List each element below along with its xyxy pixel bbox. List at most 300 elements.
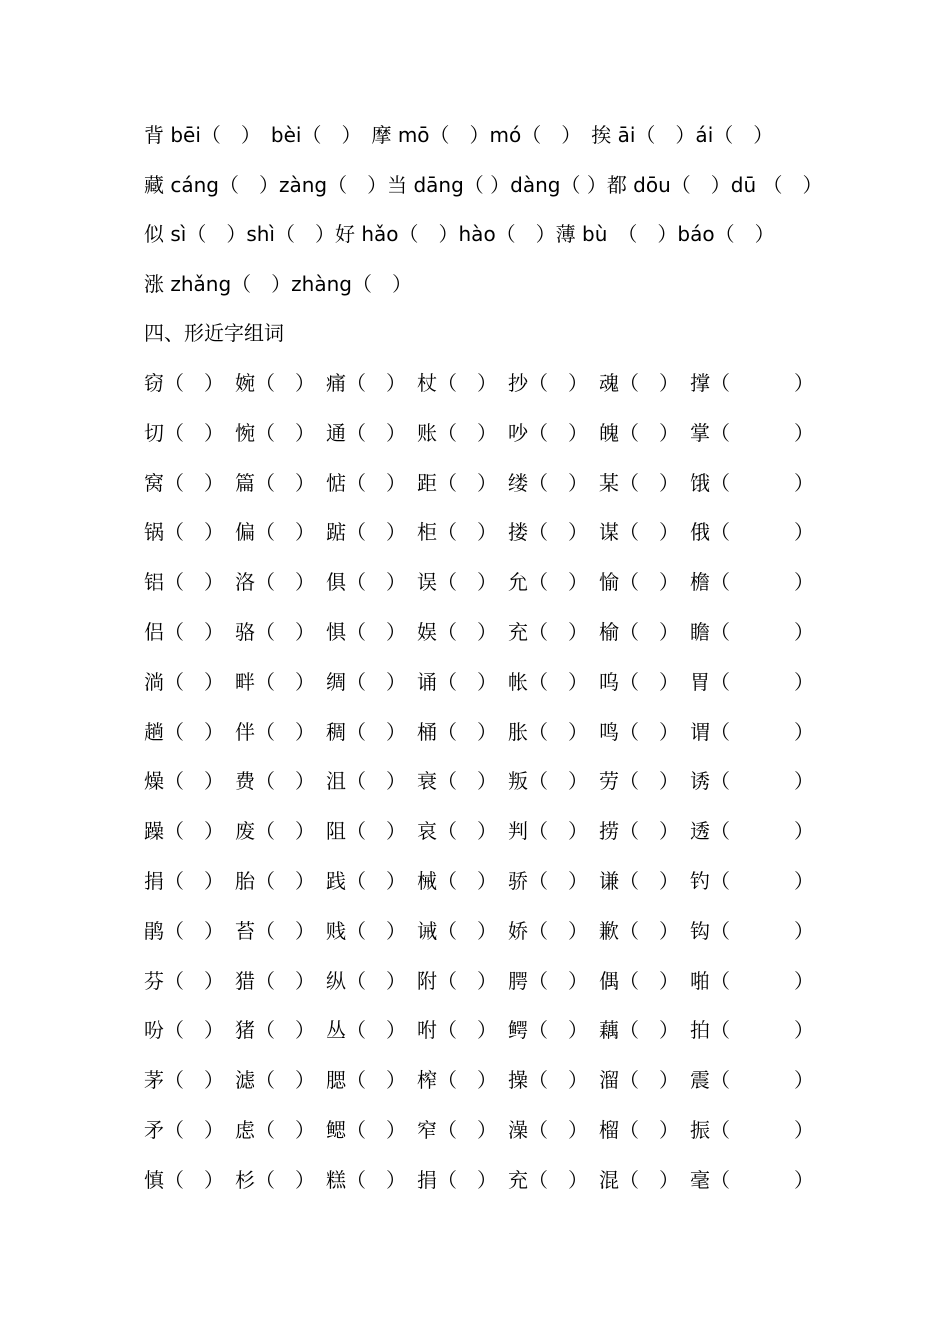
blank-space[interactable] [366, 919, 386, 943]
character: 误 [417, 570, 437, 595]
open-paren: （ [710, 868, 730, 893]
close-paren: ） [794, 470, 814, 495]
close-paren: ） [794, 570, 814, 595]
open-paren: （ [619, 470, 639, 495]
character: 切 [144, 420, 164, 445]
open-paren: （ [164, 520, 184, 545]
character: 某 [599, 470, 619, 495]
word-blank [508, 468, 588, 498]
open-paren: （ [255, 520, 275, 545]
blank-space[interactable] [639, 371, 659, 395]
blank-space[interactable] [184, 969, 204, 993]
close-paren: ） [477, 918, 497, 943]
close-paren: ） [794, 669, 814, 694]
word-blank [599, 368, 679, 398]
blank-space[interactable] [457, 1018, 477, 1042]
blank-space[interactable] [639, 869, 659, 893]
close-paren: ） [568, 570, 588, 595]
open-paren: （ [710, 420, 730, 445]
grid-row [144, 1015, 814, 1065]
open-paren: （ [164, 719, 184, 744]
character: 瞻 [690, 619, 710, 644]
close-paren: ） [659, 918, 679, 943]
blank-space[interactable] [184, 1168, 204, 1192]
blank-space[interactable] [366, 1168, 386, 1192]
pinyin-line-3: 似 sì（ ）shì（ ）好 hǎo（ ）hào（ ）薄 bù （ ）báo（ ） [144, 222, 775, 246]
open-paren: （ [528, 420, 548, 445]
character: 鳄 [508, 1018, 528, 1043]
blank-space[interactable] [184, 670, 204, 694]
open-paren: （ [346, 918, 366, 943]
blank-space[interactable] [639, 520, 659, 544]
word-blank [690, 816, 814, 846]
blank-space[interactable] [366, 869, 386, 893]
open-paren: （ [619, 1018, 639, 1043]
blank-space[interactable] [275, 570, 295, 594]
blank-space[interactable] [457, 371, 477, 395]
blank-space[interactable] [184, 620, 204, 644]
blank-space[interactable] [184, 919, 204, 943]
blank-space[interactable] [184, 570, 204, 594]
blank-space[interactable] [639, 1118, 659, 1142]
blank-space[interactable] [548, 471, 568, 495]
character: 惦 [326, 470, 346, 495]
character: 歉 [599, 918, 619, 943]
blank-space[interactable] [184, 819, 204, 843]
open-paren: （ [619, 420, 639, 445]
word-blank [326, 517, 406, 547]
blank-space[interactable] [275, 769, 295, 793]
open-paren: （ [164, 968, 184, 993]
blank-space[interactable] [275, 520, 295, 544]
word-blank [144, 1015, 224, 1045]
blank-space[interactable] [184, 720, 204, 744]
close-paren: ） [204, 1167, 224, 1192]
open-paren: （ [164, 470, 184, 495]
word-blank [417, 1015, 497, 1045]
character: 距 [417, 470, 437, 495]
character: 吩 [144, 1018, 164, 1043]
character: 诱 [690, 769, 710, 794]
blank-space[interactable] [548, 421, 568, 445]
word-blank [599, 667, 679, 697]
open-paren: （ [164, 1167, 184, 1192]
word-blank [144, 468, 224, 498]
blank-space[interactable] [457, 471, 477, 495]
word-blank [235, 567, 315, 597]
section-heading: 四、形近字组词 [144, 321, 284, 345]
word-blank [144, 567, 224, 597]
blank-space[interactable] [184, 520, 204, 544]
blank-space[interactable] [548, 769, 568, 793]
blank-space[interactable] [275, 371, 295, 395]
blank-space[interactable] [275, 819, 295, 843]
open-paren: （ [710, 1018, 730, 1043]
close-paren: ） [295, 1018, 315, 1043]
blank-space[interactable] [184, 769, 204, 793]
close-paren: ） [386, 1167, 406, 1192]
blank-space[interactable] [457, 1118, 477, 1142]
open-paren: （ [346, 769, 366, 794]
blank-space[interactable] [184, 1068, 204, 1092]
word-blank [690, 766, 814, 796]
close-paren: ） [568, 1117, 588, 1142]
close-paren: ） [794, 819, 814, 844]
character: 混 [599, 1167, 619, 1192]
character: 鹃 [144, 918, 164, 943]
open-paren: （ [528, 918, 548, 943]
open-paren: （ [437, 570, 457, 595]
word-blank [508, 418, 588, 448]
word-blank [144, 866, 224, 896]
blank-space[interactable] [457, 720, 477, 744]
open-paren: （ [710, 669, 730, 694]
blank-space[interactable] [366, 620, 386, 644]
close-paren: ） [568, 420, 588, 445]
character: 骄 [508, 868, 528, 893]
word-blank [144, 368, 224, 398]
word-blank [690, 1065, 814, 1095]
word-blank [508, 617, 588, 647]
blank-space[interactable] [366, 720, 386, 744]
character: 窃 [144, 371, 164, 395]
open-paren: （ [710, 1117, 730, 1142]
blank-space[interactable] [366, 969, 386, 993]
blank-space[interactable] [548, 1118, 568, 1142]
character: 缕 [508, 470, 528, 495]
blank-space[interactable] [366, 371, 386, 395]
close-paren: ） [204, 868, 224, 893]
character: 魂 [599, 371, 619, 395]
blank-space[interactable] [457, 620, 477, 644]
close-paren: ） [659, 1117, 679, 1142]
blank-space[interactable] [275, 969, 295, 993]
blank-space[interactable] [275, 421, 295, 445]
open-paren: （ [255, 868, 275, 893]
blank-space[interactable] [457, 520, 477, 544]
character: 附 [417, 968, 437, 993]
blank-space[interactable] [548, 570, 568, 594]
blank-space[interactable] [366, 1018, 386, 1042]
blank-space[interactable] [548, 670, 568, 694]
blank-space[interactable] [639, 720, 659, 744]
character: 纵 [326, 968, 346, 993]
open-paren: （ [528, 470, 548, 495]
word-blank [508, 1115, 588, 1145]
close-paren: ） [477, 520, 497, 545]
blank-space[interactable] [639, 670, 659, 694]
grid-row [144, 418, 814, 468]
word-blank [690, 617, 814, 647]
close-paren: ） [295, 719, 315, 744]
blank-space[interactable] [275, 720, 295, 744]
word-blank [599, 766, 679, 796]
word-blank [235, 617, 315, 647]
close-paren: ） [794, 1068, 814, 1093]
word-blank [690, 1165, 814, 1195]
character: 鸣 [599, 719, 619, 744]
close-paren: ） [794, 968, 814, 993]
blank-space[interactable] [184, 869, 204, 893]
open-paren: （ [255, 918, 275, 943]
word-blank [326, 368, 406, 398]
blank-space[interactable] [366, 471, 386, 495]
character: 畔 [235, 669, 255, 694]
open-paren: （ [346, 868, 366, 893]
open-paren: （ [437, 769, 457, 794]
close-paren: ） [386, 918, 406, 943]
blank-space[interactable] [639, 570, 659, 594]
close-paren: ） [295, 1068, 315, 1093]
blank-space[interactable] [275, 869, 295, 893]
close-paren: ） [659, 371, 679, 395]
word-blank [235, 468, 315, 498]
blank-space[interactable] [548, 869, 568, 893]
word-blank [508, 667, 588, 697]
open-paren: （ [528, 719, 548, 744]
word-blank [235, 717, 315, 747]
blank-space[interactable] [275, 1168, 295, 1192]
close-paren: ） [477, 1117, 497, 1142]
blank-space[interactable] [639, 620, 659, 644]
open-paren: （ [619, 1117, 639, 1142]
word-blank [508, 966, 588, 996]
open-paren: （ [346, 619, 366, 644]
close-paren: ） [477, 420, 497, 445]
open-paren: （ [437, 1117, 457, 1142]
blank-space[interactable] [639, 1018, 659, 1042]
blank-space[interactable] [457, 421, 477, 445]
blank-space[interactable] [366, 769, 386, 793]
grid-row [144, 1065, 814, 1115]
character: 踮 [326, 520, 346, 545]
character: 饿 [690, 470, 710, 495]
word-blank [599, 517, 679, 547]
word-blank [508, 717, 588, 747]
blank-space[interactable] [457, 869, 477, 893]
close-paren: ） [477, 1068, 497, 1093]
open-paren: （ [528, 1018, 548, 1043]
character: 俄 [690, 520, 710, 545]
blank-space[interactable] [366, 421, 386, 445]
close-paren: ） [204, 1117, 224, 1142]
character: 胀 [508, 719, 528, 744]
word-blank [144, 617, 224, 647]
open-paren: （ [528, 619, 548, 644]
blank-space[interactable] [184, 421, 204, 445]
grid-row [144, 368, 814, 418]
blank-space[interactable] [548, 1168, 568, 1192]
open-paren: （ [164, 868, 184, 893]
character: 振 [690, 1117, 710, 1142]
character: 惋 [235, 420, 255, 445]
close-paren: ） [477, 968, 497, 993]
word-blank [417, 866, 497, 896]
open-paren: （ [619, 1068, 639, 1093]
blank-space[interactable] [457, 819, 477, 843]
character: 淌 [144, 669, 164, 694]
open-paren: （ [437, 669, 457, 694]
word-blank [326, 567, 406, 597]
close-paren: ） [204, 570, 224, 595]
character: 叛 [508, 769, 528, 794]
close-paren: ） [295, 470, 315, 495]
close-paren: ） [568, 520, 588, 545]
close-paren: ） [295, 520, 315, 545]
blank-space[interactable] [184, 1118, 204, 1142]
grid-row [144, 667, 814, 717]
open-paren: （ [437, 719, 457, 744]
blank-space[interactable] [366, 1118, 386, 1142]
open-paren: （ [710, 1068, 730, 1093]
blank-space[interactable] [366, 520, 386, 544]
open-paren: （ [437, 1167, 457, 1192]
close-paren: ） [794, 520, 814, 545]
blank-space[interactable] [639, 769, 659, 793]
blank-space[interactable] [548, 969, 568, 993]
blank-space[interactable] [366, 670, 386, 694]
close-paren: ） [659, 819, 679, 844]
word-blank [599, 1015, 679, 1045]
blank-space[interactable] [184, 371, 204, 395]
blank-space[interactable] [184, 471, 204, 495]
character: 柜 [417, 520, 437, 545]
blank-space[interactable] [548, 1068, 568, 1092]
word-blank [326, 1115, 406, 1145]
open-paren: （ [619, 918, 639, 943]
open-paren: （ [528, 1167, 548, 1192]
word-blank [417, 468, 497, 498]
blank-space[interactable] [275, 1018, 295, 1042]
word-blank [144, 667, 224, 697]
blank-space[interactable] [457, 919, 477, 943]
grid-row [144, 567, 814, 617]
character: 抄 [508, 371, 528, 395]
blank-space[interactable] [457, 969, 477, 993]
close-paren: ） [659, 868, 679, 893]
word-blank [326, 966, 406, 996]
blank-space[interactable] [366, 570, 386, 594]
blank-space[interactable] [275, 620, 295, 644]
open-paren: （ [255, 719, 275, 744]
blank-space[interactable] [275, 919, 295, 943]
blank-space[interactable] [457, 1168, 477, 1192]
open-paren: （ [619, 819, 639, 844]
blank-space[interactable] [639, 969, 659, 993]
blank-space[interactable] [366, 819, 386, 843]
open-paren: （ [710, 470, 730, 495]
close-paren: ） [568, 669, 588, 694]
close-paren: ） [794, 918, 814, 943]
open-paren: （ [346, 570, 366, 595]
open-paren: （ [619, 769, 639, 794]
character: 婉 [235, 371, 255, 395]
character: 趟 [144, 719, 164, 744]
open-paren: （ [437, 868, 457, 893]
blank-space[interactable] [548, 620, 568, 644]
close-paren: ） [794, 420, 814, 445]
character: 娱 [417, 619, 437, 644]
blank-space[interactable] [275, 1118, 295, 1142]
blank-space[interactable] [639, 471, 659, 495]
open-paren: （ [437, 968, 457, 993]
word-blank [690, 916, 814, 946]
blank-space[interactable] [275, 670, 295, 694]
open-paren: （ [619, 1167, 639, 1192]
blank-space[interactable] [639, 919, 659, 943]
blank-space[interactable] [548, 819, 568, 843]
blank-space[interactable] [639, 1168, 659, 1192]
word-blank [599, 418, 679, 448]
blank-space[interactable] [457, 769, 477, 793]
open-paren: （ [437, 520, 457, 545]
blank-space[interactable] [548, 1018, 568, 1042]
close-paren: ） [386, 1018, 406, 1043]
close-paren: ） [794, 619, 814, 644]
word-blank [599, 617, 679, 647]
word-blank [235, 667, 315, 697]
word-blank [417, 717, 497, 747]
character: 充 [508, 619, 528, 644]
open-paren: （ [255, 371, 275, 395]
blank-space[interactable] [548, 520, 568, 544]
character: 充 [508, 1167, 528, 1192]
word-blank [326, 468, 406, 498]
open-paren: （ [346, 520, 366, 545]
character: 伴 [235, 719, 255, 744]
character: 允 [508, 570, 528, 595]
blank-space[interactable] [184, 1018, 204, 1042]
close-paren: ） [204, 371, 224, 395]
character: 沮 [326, 769, 346, 794]
close-paren: ） [477, 470, 497, 495]
word-blank [508, 1015, 588, 1045]
blank-space[interactable] [275, 1068, 295, 1092]
blank-space[interactable] [548, 720, 568, 744]
blank-space[interactable] [457, 570, 477, 594]
close-paren: ） [386, 520, 406, 545]
open-paren: （ [255, 819, 275, 844]
close-paren: ） [386, 868, 406, 893]
blank-space[interactable] [366, 1068, 386, 1092]
close-paren: ） [794, 1167, 814, 1192]
close-paren: ） [659, 719, 679, 744]
blank-space[interactable] [457, 670, 477, 694]
open-paren: （ [619, 570, 639, 595]
blank-space[interactable] [548, 919, 568, 943]
word-blank [235, 517, 315, 547]
blank-space[interactable] [639, 1068, 659, 1092]
close-paren: ） [295, 868, 315, 893]
close-paren: ） [204, 719, 224, 744]
blank-space[interactable] [275, 471, 295, 495]
open-paren: （ [710, 719, 730, 744]
blank-space[interactable] [639, 819, 659, 843]
close-paren: ） [568, 371, 588, 395]
blank-space[interactable] [639, 421, 659, 445]
open-paren: （ [528, 520, 548, 545]
word-blank [690, 717, 814, 747]
word-blank [417, 816, 497, 846]
character: 捞 [599, 819, 619, 844]
open-paren: （ [346, 1018, 366, 1043]
blank-space[interactable] [548, 371, 568, 395]
word-blank [690, 667, 814, 697]
blank-space[interactable] [457, 1068, 477, 1092]
character: 惧 [326, 619, 346, 644]
open-paren: （ [164, 819, 184, 844]
character: 榆 [599, 619, 619, 644]
